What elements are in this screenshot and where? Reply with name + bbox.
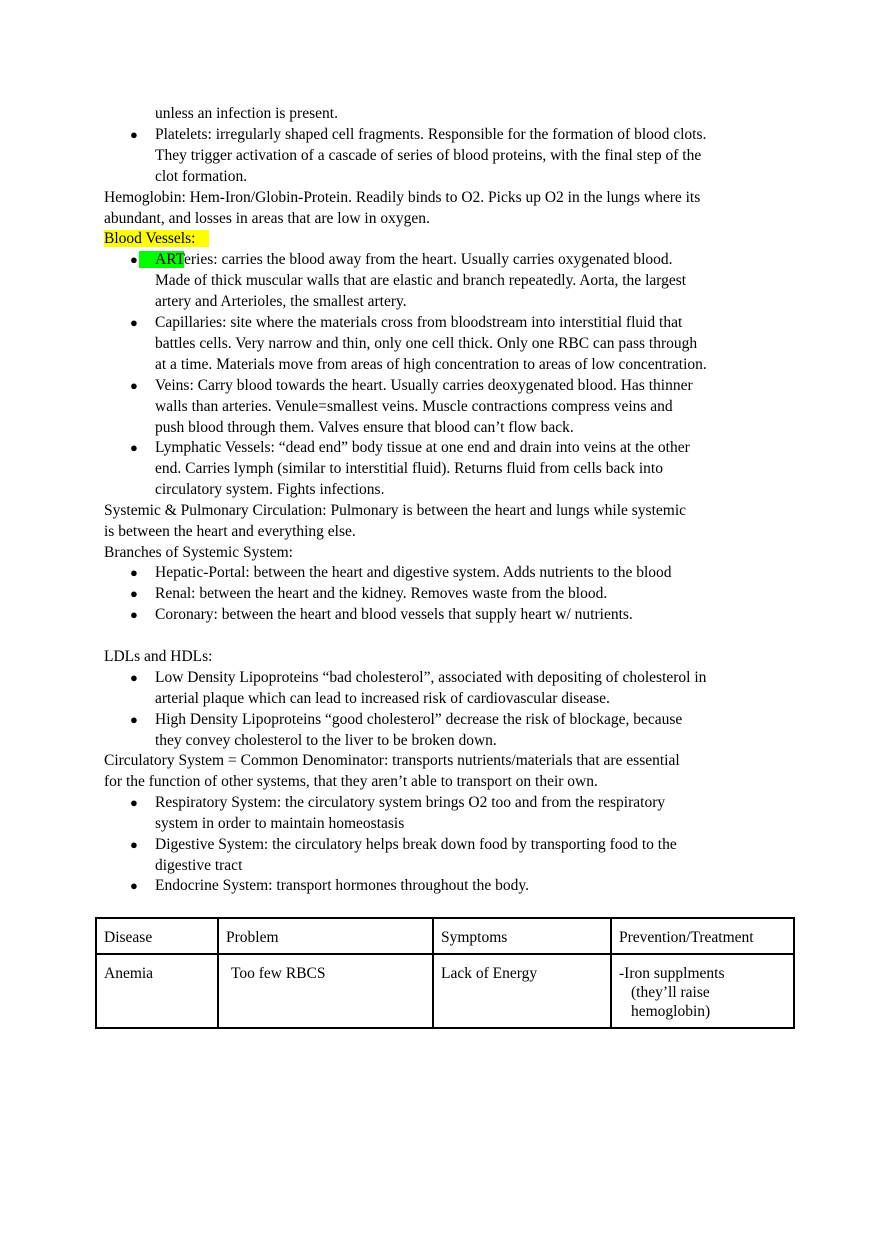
text-line: Circulatory System = Common Denominator: transports nutrients/materials that are essential [104, 752, 680, 769]
text-line: circulatory system. Fights infections. [155, 481, 385, 498]
text-line: abundant, and losses in areas that are low in oxygen. [104, 210, 430, 227]
bullet-icon: ● [130, 127, 138, 142]
text-line: arterial plaque which can lead to increased risk of cardiovascular disease. [155, 690, 610, 707]
text-line: at a time. Materials move from areas of high concentration to areas of low concentration. [155, 356, 707, 373]
table-header-cell: Symptoms [433, 918, 611, 954]
text-line: for the function of other systems, that they aren’t able to transport on their own. [104, 773, 598, 790]
text-line: Digestive System: the circulatory helps break down food by transporting food to the [155, 836, 677, 853]
bullet-icon: ● [130, 440, 138, 455]
text-line: Veins: Carry blood towards the heart. Usually carries deoxygenated blood. Has thinner [155, 377, 693, 394]
bullet-icon: ● [130, 586, 138, 601]
text-line: Hepatic-Portal: between the heart and digestive system. Adds nutrients to the blood [155, 564, 672, 581]
text-line: battles cells. Very narrow and thin, only one cell thick. Only one RBC can pass through [155, 335, 698, 352]
table-cell: Lack of Energy [433, 954, 611, 1028]
table-cell-line: -Iron supplments [619, 965, 725, 982]
text-line: clot formation. [155, 168, 248, 185]
bullet-icon: ● [130, 712, 138, 727]
bullet-icon: ● [130, 878, 138, 893]
text-line: they convey cholesterol to the liver to be broken down. [155, 732, 497, 749]
text-line: artery and Arterioles, the smallest artery. [155, 293, 407, 310]
text-line: Platelets: irregularly shaped cell fragments. Responsible for the formation of blood clots. [155, 126, 707, 143]
table-header-cell: Disease [96, 918, 218, 954]
text-line: Low Density Lipoproteins “bad cholesterol”, associated with depositing of cholesterol in [155, 669, 707, 686]
table-cell: Anemia [96, 954, 218, 1028]
table-cell-line: (they’ll raise hemoglobin) [631, 984, 711, 1020]
text-line: Endocrine System: transport hormones throughout the body. [155, 877, 529, 894]
bullet-icon: ● [130, 252, 138, 267]
bullet-icon: ● [130, 378, 138, 393]
table-cell: Too few RBCS [218, 954, 433, 1028]
table-header-cell: Prevention/Treatment [611, 918, 794, 954]
table-header-cell: Problem [218, 918, 433, 954]
text-line: LDLs and HDLs: [104, 648, 213, 665]
text-line: They trigger activation of a cascade of series of blood proteins, with the final step of the [155, 147, 702, 164]
disease-table [95, 917, 795, 1029]
text-line: Coronary: between the heart and blood vessels that supply heart w/ nutrients. [155, 606, 633, 623]
text-line: end. Carries lymph (similar to interstitial fluid). Returns fluid from cells back into [155, 460, 663, 477]
highlighted-text: Blood Vessels: [104, 230, 209, 247]
text-line: Hemoglobin: Hem-Iron/Globin-Protein. Readily binds to O2. Picks up O2 in the lungs where its [104, 189, 701, 206]
bullet-icon: ● [130, 795, 138, 810]
text-line: push blood through them. Valves ensure that blood can’t flow back. [155, 419, 574, 436]
text-line: digestive tract [155, 857, 243, 874]
text-line: Renal: between the heart and the kidney. Removes waste from the blood. [155, 585, 608, 602]
text-line: High Density Lipoproteins “good cholesterol” decrease the risk of blockage, because [155, 711, 683, 728]
text-line: is between the heart and everything else. [104, 523, 356, 540]
bullet-icon: ● [130, 565, 138, 580]
highlighted-text: ART [139, 251, 184, 268]
bullet-icon: ● [130, 670, 138, 685]
text-line: Lymphatic Vessels: “dead end” body tissue at one end and drain into veins at the other [155, 439, 690, 456]
table-cell [611, 954, 794, 1028]
text-line: Respiratory System: the circulatory system brings O2 too and from the respiratory [155, 794, 666, 811]
text-span: eries: carries the blood away from the heart. Usually carries oxygenated blood. [184, 251, 673, 268]
text-line: Branches of Systemic System: [104, 544, 293, 561]
text-line: walls than arteries. Venule=smallest veins. Muscle contractions compress veins and [155, 398, 673, 415]
text-line: unless an infection is present. [155, 105, 338, 122]
text-line: Capillaries: site where the materials cross from bloodstream into interstitial fluid that [155, 314, 683, 331]
text-line: Systemic & Pulmonary Circulation: Pulmonary is between the heart and lungs while systemic [104, 502, 687, 519]
bullet-icon: ● [130, 607, 138, 622]
section-heading-blood-vessels [104, 229, 209, 249]
text-line [139, 250, 673, 270]
bullet-icon: ● [130, 315, 138, 330]
table-row [96, 954, 794, 1028]
text-line: system in order to maintain homeostasis [155, 815, 405, 832]
text-line: Made of thick muscular walls that are elastic and branch repeatedly. Aorta, the largest [155, 272, 687, 289]
bullet-icon: ● [130, 837, 138, 852]
table-header-row [96, 918, 794, 954]
